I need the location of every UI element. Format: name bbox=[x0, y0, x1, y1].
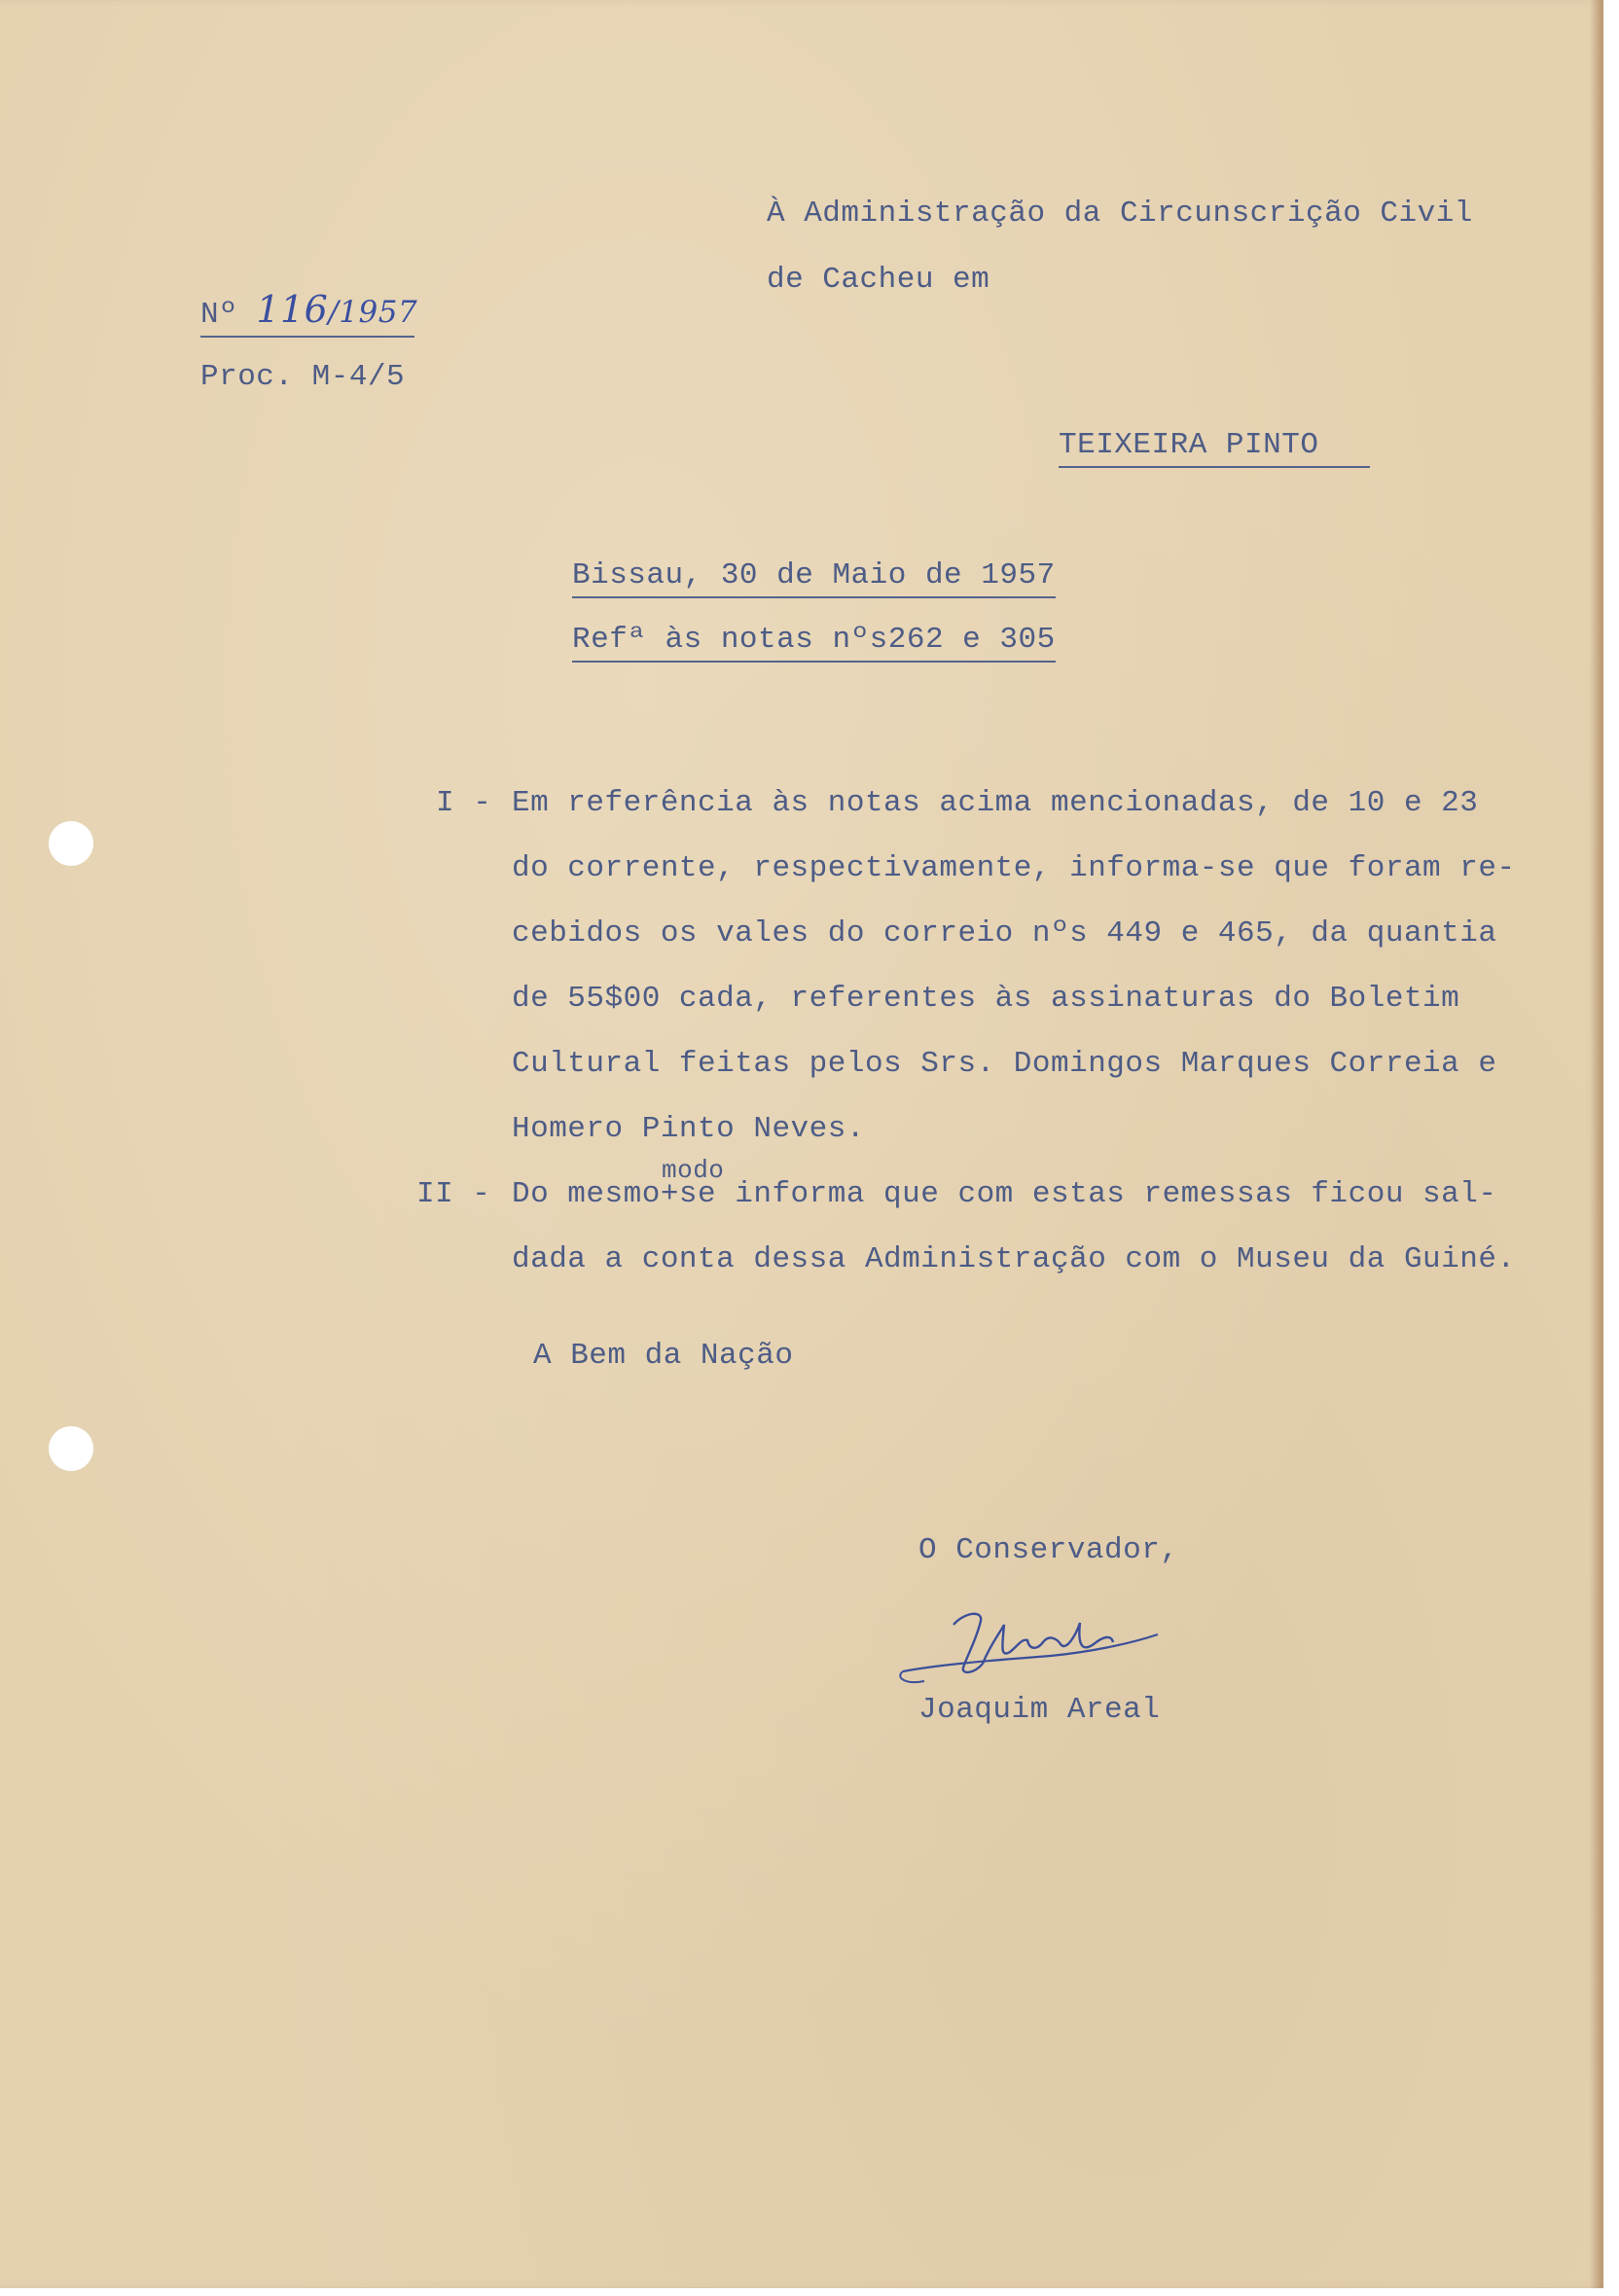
handwritten-signature bbox=[885, 1596, 1177, 1703]
paragraph-ii-line-2: dada a conta dessa Administração com o Museu da Guiné. bbox=[512, 1242, 1516, 1276]
paragraph-i-line-2: do corrente, respectivamente, informa-se que foram re- bbox=[512, 851, 1516, 885]
number-prefix: Nº bbox=[200, 298, 238, 332]
signatory-name: Joaquim Areal bbox=[918, 1693, 1161, 1727]
number-handwritten: 116 bbox=[256, 288, 329, 331]
date-line: Bissau, 30 de Maio de 1957 bbox=[572, 558, 1056, 598]
addressee-line-2: de Cacheu em bbox=[767, 263, 990, 297]
paragraph-i-line-4: de 55$00 cada, referentes às assinaturas do Boletim bbox=[512, 982, 1460, 1016]
paragraph-ii-insertion: modo bbox=[662, 1156, 725, 1185]
paragraph-ii-line-1: Do mesmo+se informa que com estas remessas ficou sal- bbox=[512, 1177, 1497, 1211]
document-number bbox=[200, 288, 418, 338]
punch-hole-bottom bbox=[49, 1426, 93, 1471]
paragraph-i-line-1: Em referência às notas acima mencionadas, de 10 e 23 bbox=[512, 786, 1479, 820]
closing-salutation: A Bem da Nação bbox=[533, 1339, 794, 1373]
ref-line: Refª às notas nºs262 e 305 bbox=[572, 623, 1056, 663]
paragraph-i-line-3: cebidos os vales do correio nºs 449 e 465, da quantia bbox=[512, 916, 1497, 951]
paper-edge-shadow bbox=[1590, 0, 1603, 2288]
punch-hole-top bbox=[49, 821, 93, 866]
addressee-place: TEIXEIRA PINTO bbox=[1059, 428, 1370, 468]
signature-title: O Conservador, bbox=[918, 1533, 1179, 1567]
paragraph-i-line-5: Cultural feitas pelos Srs. Domingos Marques Correia e bbox=[512, 1047, 1497, 1081]
paragraph-i-line-6: Homero Pinto Neves. bbox=[512, 1112, 865, 1146]
paragraph-i-numeral: I - bbox=[436, 786, 492, 820]
addressee-line-1: À Administração da Circunscrição Civil bbox=[767, 197, 1473, 231]
paragraph-ii-numeral: II - bbox=[416, 1177, 491, 1211]
number-year: /1957 bbox=[328, 295, 418, 330]
process-reference: Proc. M-4/5 bbox=[200, 360, 406, 394]
